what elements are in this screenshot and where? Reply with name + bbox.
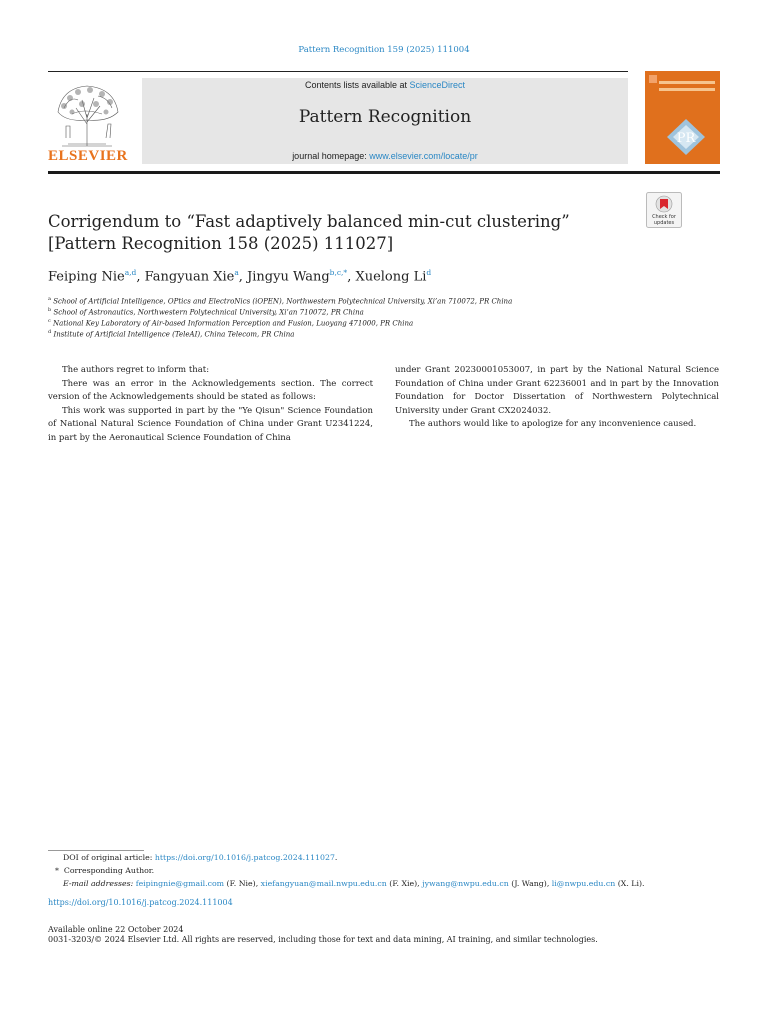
email-label: E-mail addresses: <box>63 879 134 888</box>
email-link[interactable]: feipingnie@gmail.com <box>135 879 225 888</box>
author-list <box>48 268 648 284</box>
author-name[interactable]: Jingyu Wang <box>247 269 330 285</box>
journal-cover-thumbnail[interactable] <box>645 71 720 164</box>
homepage-prefix: journal homepage: <box>292 151 370 161</box>
corresponding-mark: * <box>55 866 59 875</box>
author-affil-sup[interactable]: a <box>234 268 239 277</box>
affiliation-text: School of Artificial Intelligence, OPtics and ElectroNics (iOPEN), Northwestern Polytechnical University, Xi’an 710072, PR China <box>53 297 513 306</box>
affiliation-key: c <box>48 318 51 324</box>
journal-name: Pattern Recognition <box>298 107 472 127</box>
crossmark-text-1: Check for <box>652 214 676 220</box>
email-link[interactable]: jywang@nwpu.edu.cn <box>422 879 509 888</box>
affiliation-c <box>48 318 668 327</box>
author-name[interactable]: Xuelong Li <box>355 269 427 285</box>
email-owner: (J. Wang), <box>508 879 552 888</box>
affiliation-d <box>48 329 668 338</box>
doi-original-link[interactable]: https://doi.org/10.1016/j.patcog.2024.111027 <box>154 853 335 862</box>
author-name[interactable]: Feiping Nie <box>48 269 125 285</box>
author-affil-sup[interactable]: b,c,* <box>329 268 348 277</box>
contents-prefix: Contents lists available at <box>304 80 410 90</box>
elsevier-wordmark[interactable]: ELSEVIER <box>48 148 128 164</box>
affiliation-a <box>48 296 668 305</box>
body-paragraph: under Grant 20230001053007, in part by the National Natural Science Foundation of China under Grant 62236001 and in part by the Innovation Foundation for Doctor Dissertation of Northwestern Polytechnical University under Grant CX2024032. <box>395 365 719 416</box>
affiliation-key: d <box>48 329 52 335</box>
author-name[interactable]: Fangyuan Xie <box>144 269 235 285</box>
author-separator: , <box>136 269 145 285</box>
sciencedirect-link[interactable]: ScienceDirect <box>409 80 466 90</box>
journal-homepage-line <box>142 151 628 161</box>
affiliation-text: Institute of Artificial Intelligence (TeleAI), China Telecom, PR China <box>53 330 295 339</box>
footnote-rule <box>48 850 144 851</box>
body-paragraph: This work was supported in part by the "Ye Qisun" Science Foundation of National Natural Science Foundation of China under Grant U2341224, in part by the Aeronautical Science Foundation of China <box>48 405 373 443</box>
footnote-emails <box>48 879 743 888</box>
crossmark-text-2: updates <box>653 220 675 226</box>
email-owner: (X. Li). <box>615 879 645 888</box>
article-doi-link[interactable]: https://doi.org/10.1016/j.patcog.2024.111004 <box>48 898 233 907</box>
author-affil-sup[interactable]: a,d <box>124 268 137 277</box>
email-owner: (F. Xie), <box>386 879 423 888</box>
email-link[interactable]: xiefangyuan@mail.nwpu.edu.cn <box>260 879 387 888</box>
affiliation-text: School of Astronautics, Northwestern Polytechnical University, Xi’an 710072, PR China <box>53 308 364 317</box>
journal-citation[interactable]: Pattern Recognition 159 (2025) 111004 <box>298 45 470 55</box>
contents-available-line <box>142 80 628 90</box>
author-separator: , <box>238 269 248 285</box>
article-title: Corrigendum to “Fast adaptively balanced min-cut clustering” [Pattern Recognition 158 (2025) 111027] <box>48 212 570 253</box>
body-left-column <box>48 364 373 446</box>
affiliation-text: National Key Laboratory of Air-based Information Perception and Fusion, Luoyang 471000, PR China <box>53 319 414 328</box>
copyright-notice: 0031-3203/© 2024 Elsevier Ltd. All rights are reserved, including those for text and data mining, AI training, and similar technologies. <box>48 935 598 944</box>
email-owner: (F. Nie), <box>224 879 261 888</box>
doi-original-label: DOI of original article: <box>63 853 155 862</box>
homepage-link[interactable]: www.elsevier.com/locate/pr <box>369 151 478 161</box>
cover-monogram: PR <box>676 131 696 146</box>
body-paragraph: There was an error in the Acknowledgements section. The correct version of the Acknowledgements should be stated as follows: <box>48 378 373 403</box>
author-affil-sup[interactable]: d <box>426 268 432 277</box>
footnote-corresponding <box>48 866 735 875</box>
affiliation-key: a <box>48 296 51 302</box>
footnote-doi-original: DOI of original article: https://doi.org/10.1016/j.patcog.2024.111027. <box>63 853 338 862</box>
affiliation-b <box>48 307 668 316</box>
author-separator: , <box>347 269 356 285</box>
affiliation-key: b <box>48 307 52 313</box>
available-online: Available online 22 October 2024 <box>48 925 184 934</box>
check-for-updates-badge[interactable] <box>646 192 682 228</box>
body-paragraph: The authors would like to apologize for any inconvenience caused. <box>409 419 697 430</box>
body-paragraph: The authors regret to inform that: <box>62 365 210 375</box>
header-divider <box>48 71 628 72</box>
body-right-column <box>395 364 719 432</box>
header-thick-rule <box>48 171 720 174</box>
corresponding-text: Corresponding Author. <box>63 866 155 875</box>
email-link[interactable]: li@nwpu.edu.cn <box>551 879 616 888</box>
